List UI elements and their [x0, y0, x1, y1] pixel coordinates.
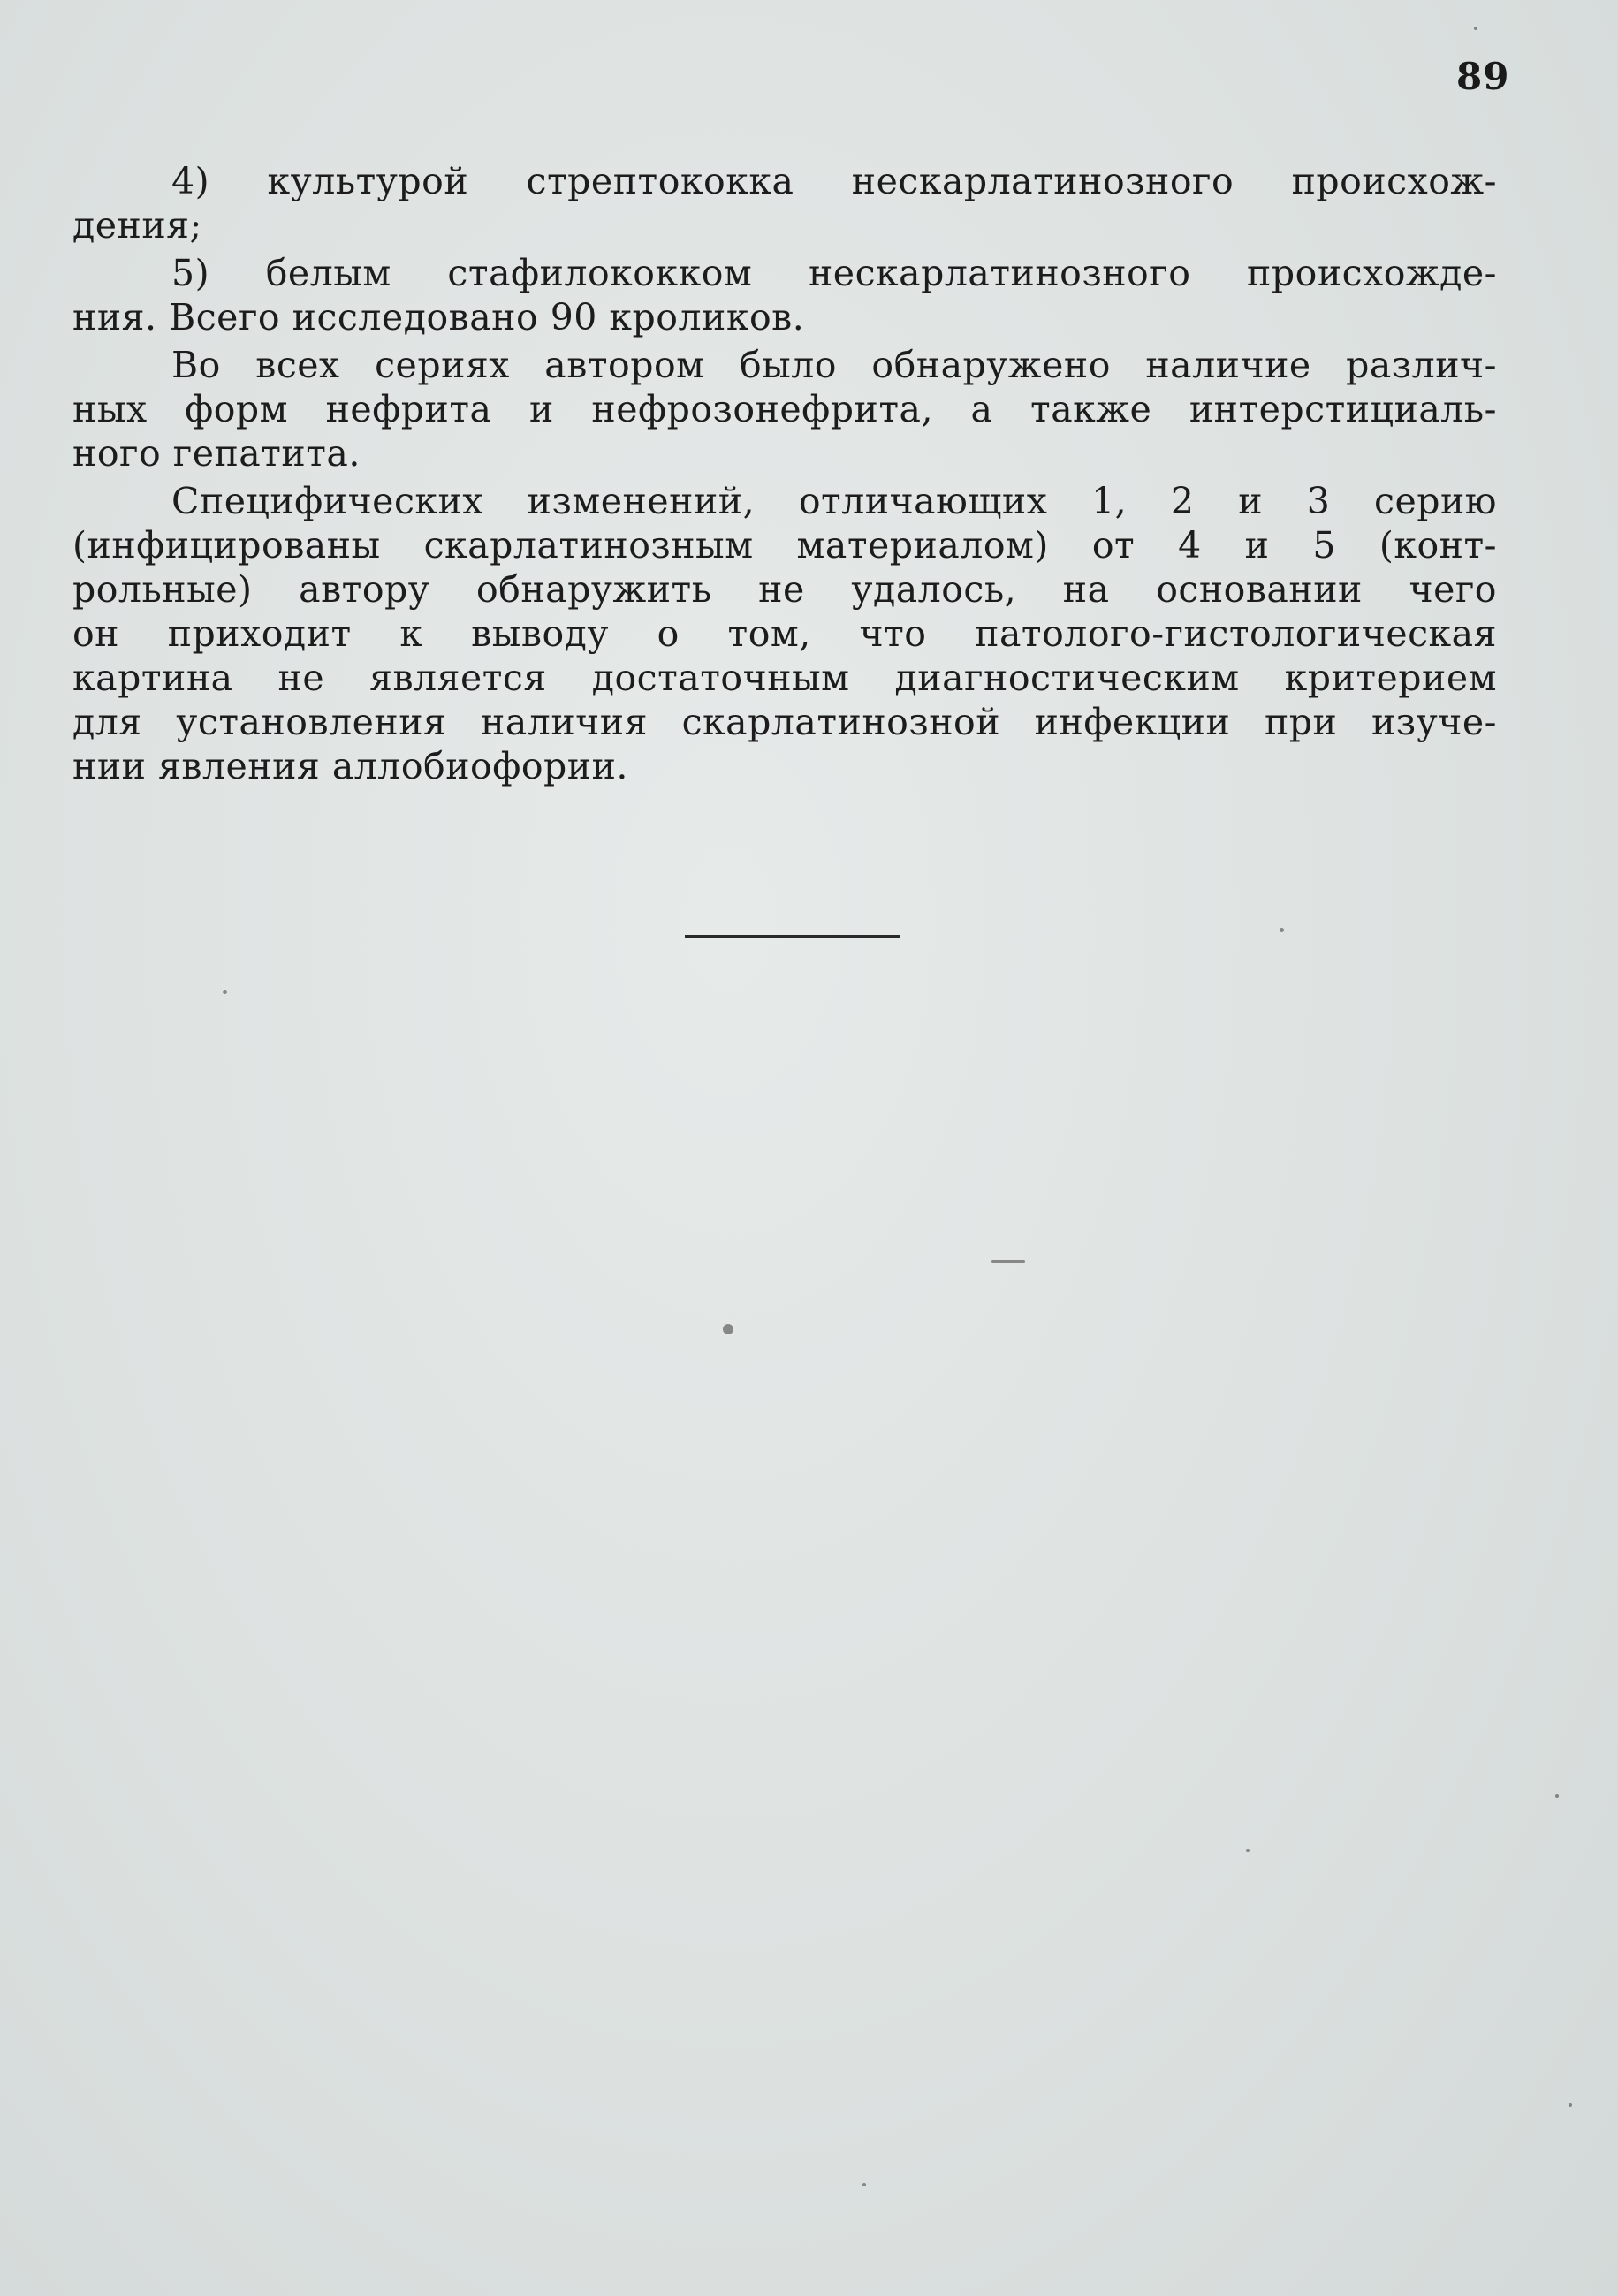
- text-line: картина не является достаточным диагностическим критерием: [72, 657, 1497, 699]
- text-line: 5) белым стафилококком нескарлатинозного происхожде-: [171, 252, 1497, 294]
- section-end-rule: [685, 935, 900, 938]
- scan-speck: [1569, 2103, 1572, 2107]
- paragraph-findings: [72, 343, 1497, 475]
- text-line: ных форм нефрита и нефрозонефрита, а также интерстициаль-: [72, 388, 1497, 430]
- scan-speck: [223, 990, 227, 994]
- text-line: Специфических изменений, отличающих 1, 2 и 3 серию: [171, 480, 1497, 522]
- scan-speck: [862, 2183, 866, 2186]
- text-line: нии явления аллобиофории.: [72, 745, 628, 787]
- scan-speck: [1474, 27, 1477, 30]
- paragraph-conclusion: [72, 479, 1497, 788]
- body-text: [72, 159, 1497, 792]
- text-line: он приходит к выводу о том, что патолого-гистологическая: [72, 612, 1497, 655]
- text-line: (инфицированы скарлатинозным материалом) от 4 и 5 (конт-: [72, 524, 1497, 566]
- paragraph-list-item-5: [72, 251, 1497, 339]
- text-line: ния. Всего исследовано 90 кроликов.: [72, 296, 805, 338]
- text-line: Во всех сериях автором было обнаружено наличие различ-: [171, 344, 1497, 386]
- scan-speck: [991, 1260, 1025, 1263]
- scan-speck: [723, 1324, 733, 1334]
- paragraph-list-item-4: [72, 159, 1497, 247]
- text-line: 4) культурой стрептококка нескарлатинозного происхож-: [171, 160, 1497, 202]
- page-number: 89: [1456, 55, 1510, 98]
- text-line: рольные) автору обнаружить не удалось, на основании чего: [72, 568, 1497, 611]
- scan-speck: [1555, 1794, 1559, 1798]
- text-line: ного гепатита.: [72, 432, 361, 475]
- text-line: для установления наличия скарлатинозной инфекции при изуче-: [72, 701, 1497, 743]
- scan-speck: [1280, 928, 1284, 932]
- text-line: дения;: [72, 204, 202, 247]
- scan-speck: [1246, 1849, 1250, 1852]
